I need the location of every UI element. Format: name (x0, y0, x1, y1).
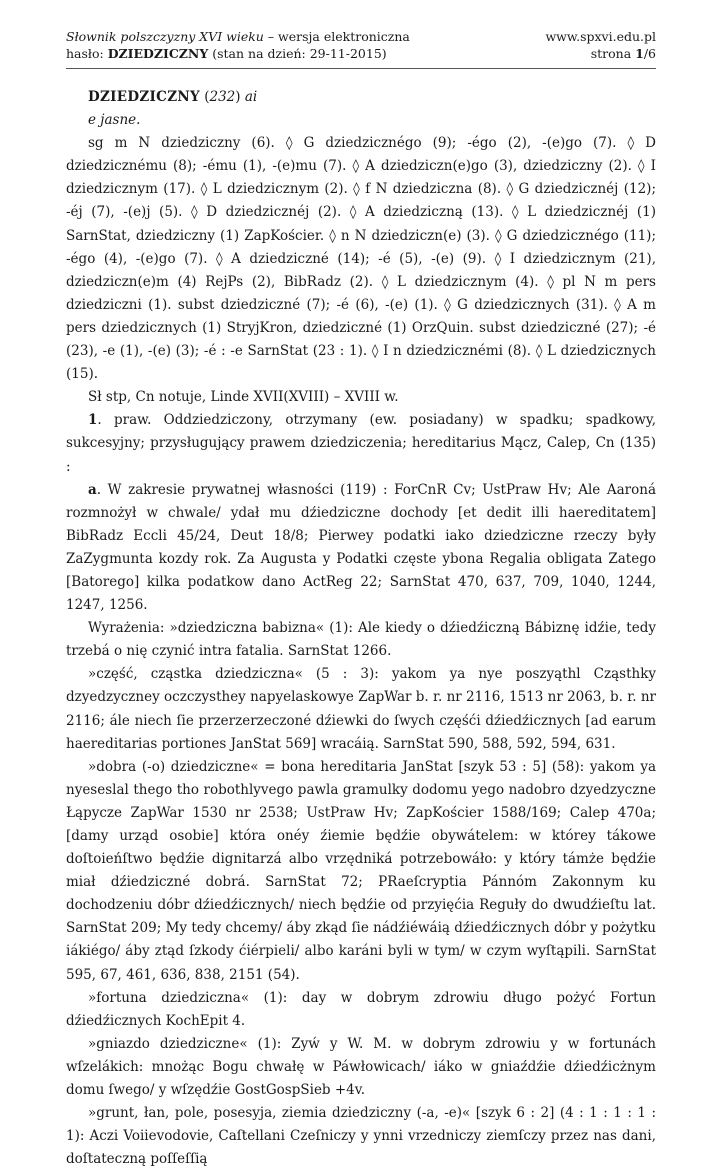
pronunciation-note: e jasne. (88, 112, 141, 129)
dictionary-title: Słownik polszczyzny XVI wieku – wersja elektroniczna (66, 29, 410, 44)
entry-heading: DZIEDZICZNY (232) ai (88, 89, 258, 105)
site-url[interactable]: www.spxvi.edu.pl (545, 29, 656, 44)
headword-ending: ai (244, 89, 258, 105)
headword: DZIEDZICZNY (88, 89, 200, 105)
entry-status: hasło: DZIEDZICZNY (stan na dzień: 29-11-2015) (66, 46, 387, 61)
expression-dobra: »dobra (-o) dziedziczne« = bona hereditaria JanStat [szyk 53 : 5] (58): yakom ya nyeseslal thego tho robothlyvego pawla gramulky dodomu yego nadobro dzyedzyczne Łąpycze ZapWar 1530 nr 2538; UstPraw Hv; ZapKościer 1588/169; Calep 470a; [damy urząd osobie] która onéy źiemie będźie obywátelem: w którey tákowe doſtoieńſtwo będźie dignitarzá albo vrzędniká potrzebowáło: y który támże będźie miał dźiedziczné dobrá. SarnStat 72; PRaeſcryptia Pánnóm Zakonnym ku dochodzeniu dóbr dźiedźicznych/ niech będźie od przyięćia Reguły do dwudźieſtu lat. SarnStat 209; My tedy chcemy/ áby zkąd ſie nádźiéwáią dźiedźicznych dóbr y pożytku iákiégo/ áby ztąd ſzkody ćiérpieli/ albo karáni byli w tym/ w czym wyſtąpili. SarnStat 595, 67, 461, 636, 838, 2151 (54). (66, 758, 656, 983)
expressions-paragraph: Wyrażenia: »dziedziczna babizna« (1): Ale kiedy o dźiedźiczną Bábiznę idźie, tedy trzebá o nię czynić intra fatalia. SarnStat 1266. (66, 620, 656, 660)
entry-body (66, 86, 656, 1171)
header-divider (66, 62, 656, 69)
header-headword: DZIEDZICZNY (107, 46, 209, 61)
header-right (545, 28, 656, 62)
sense-1a: a. W zakresie prywatnej własności (119) : ForCnR Cv; UstPraw Hv; Ale Aaroná rozmnożył w chwale/ ydał mu dźiedziczne dochody [et dedit illi haereditatem] BibRadz Eccli 45/24, Deut 18/8; Pierwey podatki iako dziedziczne rzeczy były ZaZygmunta kozdy rok. Za Augusta y Podatki częste ybona Regalia obligata Zatego [Batorego] kilka podatkow dano ActReg 22; SarnStat 470, 637, 709, 1040, 1244, 1247, 1256. (66, 481, 656, 614)
expression-fortuna: »fortuna dziedziczna« (1): day w dobrym zdrowiu długo pożyć Fortun dźiedźicznych KochEpit 4. (66, 989, 656, 1029)
inflection-paragraph: sg m N dziedziczny (6). ◊ G dziedzicznégo (9); -égo (2), -(e)go (7). ◊ D dziedzicznému (8); -ému (1), -(e)mu (7). ◊ A dziedziczn(e)go (3), dziedziczny (2). ◊ I dziedzicznym (17). ◊ L dziedzicznym (2). ◊ f N dziedziczna (8). ◊ G dziedzicznéj (12); -éj (7), -(e)j (5). ◊ D dziedzicznéj (2). ◊ A dziedziczną (13). ◊ L dziedzicznéj (1) SarnStat, dziedziczny (1) ZapKościer. ◊ n N dziedziczn(e) (3). ◊ G dziedzicznégo (11); -égo (4), -(e)go (7). ◊ A dziedziczné (14); -é (5), -(e) (9). ◊ I dziedzicznym (21), dziedziczn(e)m (4) RejPs (2), BibRadz (2). ◊ L dziedzicznym (4). ◊ pl N m pers dziedziczni (1). subst dziedziczné (7); -é (6), -(e) (1). ◊ G dziedzicznych (31). ◊ A m pers dziedzicznych (1) StryjKron, dziedziczné (1) OrzQuin. subst dziedziczné (27); -é (23), -e (1), -(e) (3); -é : -e SarnStat (23 : 1). ◊ I n dziedzicznémi (8). ◊ L dziedzicznych (15). (66, 135, 656, 383)
expression-gniazdo: »gniazdo dziedziczne« (1): Zyẃ y W. M. w dobrym zdrowiu y w fortunách wſzelákich: mnożąc Bogu chwałę w Páwłowicach/ iáko w gniaźdźie dźiedźicżnym domu ſwego/ y wſzędźie GostGospSieb +4v. (66, 1035, 656, 1099)
sources-note: Sł stp, Cn notuje, Linde XVII(XVIII) – XVIII w. (88, 389, 399, 406)
occurrence-count: 232 (209, 89, 236, 105)
expression-grunt: »grunt, łan, pole, posesyja, ziemia dziedziczny (-a, -e)« [szyk 6 : 2] (4 : 1 : 1 : 1 : 1): Aczi Voiievodovie, Caſtellani Czeſniczy y ynni vrzedniczy ziemſczy przez nas dani, doſtateczną poſſeſſią (66, 1105, 656, 1168)
page-header (66, 28, 656, 69)
page-number: strona 1/6 (590, 46, 656, 61)
expression-czesc: »część, cząstka dziedziczna« (5 : 3): yakom ya nye poszyąthl Cząsthky dzyedzyczney oczczysthey napyelaskowye ZapWar b. r. nr 2116, 1513 nr 2063, b. r. nr 2116; ále niech ſie przerzerzeczoné dźiewki do ſwych częśći dźiedźicznych [ad earum haereditarias portiones JanStat 569] wracáią. SarnStat 590, 588, 592, 594, 631. (66, 666, 656, 752)
header-left (66, 28, 410, 62)
sense-1: 1. praw. Oddziedziczony, otrzymany (ew. posiadany) w spadku; spadkowy, sukcesyjny; przysługujący prawem dziedziczenia; hereditarius Mącz, Calep, Cn (135) : (66, 412, 656, 475)
